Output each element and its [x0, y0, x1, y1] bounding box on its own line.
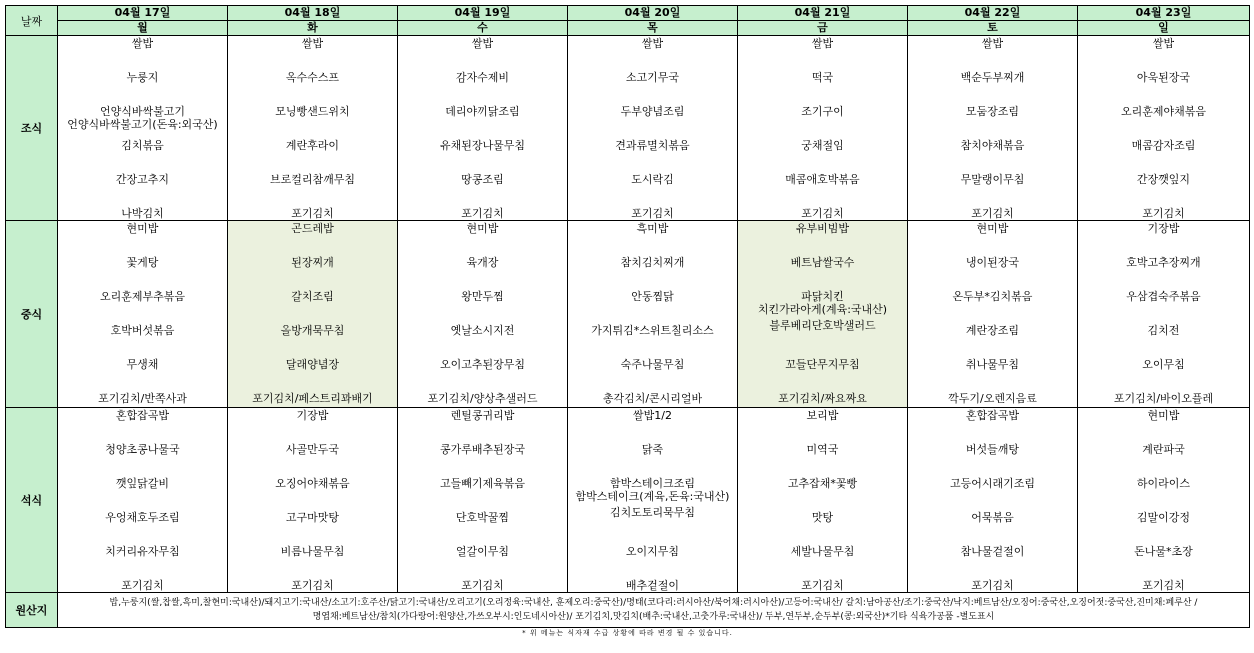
date-row — [6, 6, 1250, 21]
menu-item: 유부비빔밥 — [795, 222, 850, 235]
menu-item: 김치볶음 — [121, 139, 164, 152]
menu-item: 치커리유자무침 — [105, 545, 180, 558]
menu-item: 포기김치 — [291, 207, 334, 220]
menu-item: 고등어시래기조림 — [949, 477, 1035, 490]
menu-item: 돈나물*초장 — [1134, 545, 1193, 558]
menu-item: 고추잡채*꽃빵 — [787, 477, 858, 490]
menu-item: 함박스테이크조림 — [609, 477, 695, 490]
menu-item: 김치도토리묵무침 — [609, 506, 695, 519]
menu-item: 포기김치 — [971, 579, 1014, 592]
menu-item: 유채된장나물무침 — [439, 139, 525, 152]
menu-cell — [228, 36, 398, 221]
date-3: 04월 19일 — [398, 6, 568, 21]
menu-item: 오이지무침 — [625, 545, 680, 558]
menu-item: 우엉채호두조림 — [105, 511, 180, 524]
menu-item: 옥수수스프 — [285, 71, 340, 84]
menu-cell — [398, 36, 568, 221]
menu-item: 흑미밥 — [636, 222, 669, 235]
menu-cell-highlighted — [228, 221, 398, 408]
menu-item: 꽃게탕 — [126, 256, 159, 269]
menu-item: 궁채절임 — [801, 139, 844, 152]
meal-label-lunch: 중식 — [6, 221, 58, 408]
footnote: * 위 메뉴는 식자재 수급 상황에 따라 변경 될 수 있습니다. — [522, 629, 733, 637]
menu-item: 계란장조림 — [965, 324, 1020, 337]
menu-item: 조기구이 — [801, 105, 844, 118]
menu-item: 계란파국 — [1142, 443, 1185, 456]
menu-cell — [908, 36, 1078, 221]
menu-item: 된장찌개 — [291, 256, 334, 269]
menu-item: 미역국 — [806, 443, 839, 456]
date-1: 04월 17일 — [58, 6, 228, 21]
menu-item: 포기김치 — [291, 579, 334, 592]
date-7: 04월 23일 — [1078, 6, 1250, 21]
menu-item: 우삼겹숙주볶음 — [1126, 290, 1201, 303]
menu-cell — [738, 408, 908, 593]
menu-item: 기장밥 — [1147, 222, 1180, 235]
menu-item: 포기김치/양상추샐러드 — [427, 392, 538, 405]
menu-item: 모둠장조림 — [965, 105, 1020, 118]
menu-item: 쌀밥 — [131, 37, 154, 50]
menu-item: 버섯들깨탕 — [965, 443, 1020, 456]
menu-item: 어묵볶음 — [971, 511, 1014, 524]
menu-item: 곤드레밥 — [291, 222, 334, 235]
meal-label-breakfast: 조식 — [6, 36, 58, 221]
weekday-6: 토 — [908, 21, 1078, 36]
menu-item: 김치전 — [1147, 324, 1180, 337]
menu-item: 누룽지 — [126, 71, 159, 84]
date-6: 04월 22일 — [908, 6, 1078, 21]
date-4: 04월 20일 — [568, 6, 738, 21]
menu-item: 현미밥 — [126, 222, 159, 235]
menu-item: 현미밥 — [466, 222, 499, 235]
menu-cell — [58, 221, 228, 408]
note-row — [6, 628, 1250, 639]
menu-item: 꼬들단무지무침 — [785, 358, 860, 371]
weekday-3: 수 — [398, 21, 568, 36]
menu-cell — [1078, 36, 1250, 221]
weekday-1: 월 — [58, 21, 228, 36]
menu-item: 데리야끼닭조림 — [445, 105, 520, 118]
menu-item: 쌀밥 — [641, 37, 664, 50]
menu-item: 견과류멸치볶음 — [615, 139, 690, 152]
menu-item: 단호박꿀찜 — [455, 511, 510, 524]
menu-item: 모닝빵샌드위치 — [275, 105, 350, 118]
menu-item: 떡국 — [811, 71, 834, 84]
menu-item: 보리밥 — [806, 409, 839, 422]
menu-cell-highlighted — [738, 221, 908, 408]
menu-item: 포기김치 — [801, 207, 844, 220]
menu-item: 포기김치/반쪽사과 — [98, 392, 187, 405]
menu-item: 왕만두찜 — [461, 290, 504, 303]
menu-item: 쌀밥 — [1152, 37, 1175, 50]
menu-item: 무생채 — [126, 358, 159, 371]
menu-item: 세발나물무침 — [790, 545, 855, 558]
menu-item: 올방개묵무침 — [280, 324, 345, 337]
menu-item: 호박고추장찌개 — [1126, 256, 1201, 269]
menu-item: 매콤감자조림 — [1131, 139, 1196, 152]
menu-item: 고구마맛탕 — [285, 511, 340, 524]
menu-item: 참나물겉절이 — [960, 545, 1025, 558]
menu-cell — [228, 408, 398, 593]
menu-item: 현미밥 — [976, 222, 1009, 235]
menu-item: 나박김치 — [121, 207, 164, 220]
menu-item: 백순두부찌개 — [960, 71, 1025, 84]
menu-item: 총각김치/콘시리얼바 — [602, 392, 703, 405]
origin-label: 원산지 — [6, 593, 58, 628]
menu-item: 비름나물무침 — [280, 545, 345, 558]
meal-row-breakfast — [6, 36, 1250, 221]
menu-item: 얼갈이무침 — [455, 545, 510, 558]
menu-cell — [568, 36, 738, 221]
menu-item: 하이라이스 — [1136, 477, 1191, 490]
meal-row-lunch — [6, 221, 1250, 408]
menu-item: 간장고추지 — [115, 173, 170, 186]
menu-item: 깻잎닭갈비 — [115, 477, 170, 490]
menu-item: 참치야채볶음 — [960, 139, 1025, 152]
date-header-label: 날짜 — [6, 6, 58, 36]
menu-item: 계란후라이 — [285, 139, 340, 152]
menu-item: 혼합잡곡밥 — [965, 409, 1020, 422]
menu-item: 청양초콩나물국 — [105, 443, 180, 456]
weekday-7: 일 — [1078, 21, 1250, 36]
menu-item: 포기김치 — [121, 579, 164, 592]
menu-item: 사골만두국 — [285, 443, 340, 456]
menu-item: 도시락김 — [631, 173, 674, 186]
meal-row-dinner — [6, 408, 1250, 593]
menu-item: 달래양념장 — [285, 358, 340, 371]
menu-item: 호박버섯볶음 — [110, 324, 175, 337]
menu-item: 육개장 — [466, 256, 499, 269]
menu-item: 오이고추된장무침 — [439, 358, 525, 371]
menu-item: 배추겉절이 — [625, 579, 680, 592]
menu-cell — [568, 408, 738, 593]
menu-item: 가지튀김*스위트칠리소스 — [591, 324, 714, 337]
menu-item: 오리훈제부추볶음 — [99, 290, 185, 303]
menu-item: 쌀밥1/2 — [633, 409, 672, 422]
menu-item: 포기김치/짜요짜요 — [778, 392, 867, 405]
menu-item: 취나물무침 — [965, 358, 1020, 371]
menu-item: 포기김치 — [461, 579, 504, 592]
weekday-row — [6, 21, 1250, 36]
menu-item: 포기김치/페스트리꽈배기 — [252, 392, 373, 405]
menu-item: 포기김치 — [631, 207, 674, 220]
menu-item: 치킨가라아게(계육:국내산) — [757, 303, 888, 316]
weekday-4: 목 — [568, 21, 738, 36]
origin-line-2: 명엽채:베트남산/참치(가다랑어:원양산,가쓰오부시:인도네시아산)/ 포기김치,맛김치(배추:국내산,고춧가루:국내산)/ 두부,연두부,순두부(콩:외국산)*기타 식육가공품 -별도표시 — [312, 612, 995, 622]
meal-plan-sheet — [5, 5, 1249, 638]
menu-item: 현미밥 — [1147, 409, 1180, 422]
menu-item: 렌틸콩귀리밥 — [450, 409, 515, 422]
menu-item: 쌀밥 — [981, 37, 1004, 50]
menu-item: 쌀밥 — [811, 37, 834, 50]
menu-item: 오리훈제야채볶음 — [1120, 105, 1206, 118]
menu-cell — [1078, 408, 1250, 593]
menu-item: 함박스테이크(계육,돈육:국내산) — [575, 490, 730, 503]
menu-item: 김말이강정 — [1136, 511, 1191, 524]
menu-item: 혼합잡곡밥 — [115, 409, 170, 422]
menu-item: 오이무침 — [1142, 358, 1185, 371]
menu-item: 옛날소시지전 — [450, 324, 515, 337]
menu-item: 무말랭이무침 — [960, 173, 1025, 186]
menu-cell — [58, 36, 228, 221]
date-2: 04월 18일 — [228, 6, 398, 21]
menu-item: 브로컬리참깨무침 — [269, 173, 355, 186]
menu-item: 안동찜닭 — [631, 290, 674, 303]
menu-cell — [568, 221, 738, 408]
menu-item: 포기김치 — [461, 207, 504, 220]
menu-item: 포기김치/바이오플레 — [1113, 392, 1214, 405]
menu-item: 콩가루배추된장국 — [439, 443, 525, 456]
menu-item: 간장깻잎지 — [1136, 173, 1191, 186]
menu-item: 깍두기/오렌지음료 — [948, 392, 1037, 405]
menu-item: 오징어야채볶음 — [275, 477, 350, 490]
menu-item: 참치김치찌개 — [620, 256, 685, 269]
menu-cell — [908, 221, 1078, 408]
menu-item: 언양식바싹불고기(돈육:외국산) — [67, 118, 218, 131]
menu-item: 언양식바싹불고기 — [99, 105, 185, 118]
weekday-2: 화 — [228, 21, 398, 36]
menu-item: 쌀밥 — [301, 37, 324, 50]
menu-item: 소고기무국 — [625, 71, 680, 84]
menu-cell — [1078, 221, 1250, 408]
menu-item: 쌀밥 — [471, 37, 494, 50]
menu-cell — [398, 221, 568, 408]
weekly-menu-table — [5, 5, 1250, 638]
menu-item: 온두부*김치볶음 — [952, 290, 1033, 303]
menu-item: 땅콩조림 — [461, 173, 504, 186]
meal-label-dinner: 석식 — [6, 408, 58, 593]
menu-item: 포기김치 — [1142, 207, 1185, 220]
menu-item: 감자수제비 — [455, 71, 510, 84]
origin-line-1: 밥,누룽지(쌀,찹쌀,흑미,찰현미:국내산)/돼지고기:국내산/소고기:호주산/닭고기:국내산/오리고기(오리정육:국내산, 훈제오리:중국산)/명태(코다리:러시아산/북어채:러시아산)/고등어:국내산/ 갈치:남아공산/조기:중국산/낙지:베트남산/오징어:중국산,오징어젓:중국산,진미채:페루산 / — [109, 598, 1198, 608]
menu-item: 포기김치 — [1142, 579, 1185, 592]
menu-cell — [58, 408, 228, 593]
menu-item: 숙주나물무침 — [620, 358, 685, 371]
date-5: 04월 21일 — [738, 6, 908, 21]
menu-cell — [398, 408, 568, 593]
menu-item: 두부양념조림 — [620, 105, 685, 118]
weekday-5: 금 — [738, 21, 908, 36]
menu-item: 고들빼기제육볶음 — [439, 477, 525, 490]
menu-item: 아욱된장국 — [1136, 71, 1191, 84]
menu-item: 베트남쌀국수 — [790, 256, 855, 269]
menu-item: 매콤애호박볶음 — [785, 173, 860, 186]
menu-item: 맛탕 — [811, 511, 834, 524]
menu-item: 블루베리단호박샐러드 — [769, 319, 876, 332]
origin-row — [6, 593, 1250, 628]
menu-item: 기장밥 — [296, 409, 329, 422]
origin-info — [58, 593, 1250, 628]
menu-item: 파닭치킨 — [801, 290, 844, 303]
menu-item: 포기김치 — [971, 207, 1014, 220]
menu-cell — [738, 36, 908, 221]
menu-item: 냉이된장국 — [965, 256, 1020, 269]
menu-item: 닭죽 — [641, 443, 664, 456]
menu-item: 갈치조림 — [291, 290, 334, 303]
menu-item: 포기김치 — [801, 579, 844, 592]
menu-cell — [908, 408, 1078, 593]
